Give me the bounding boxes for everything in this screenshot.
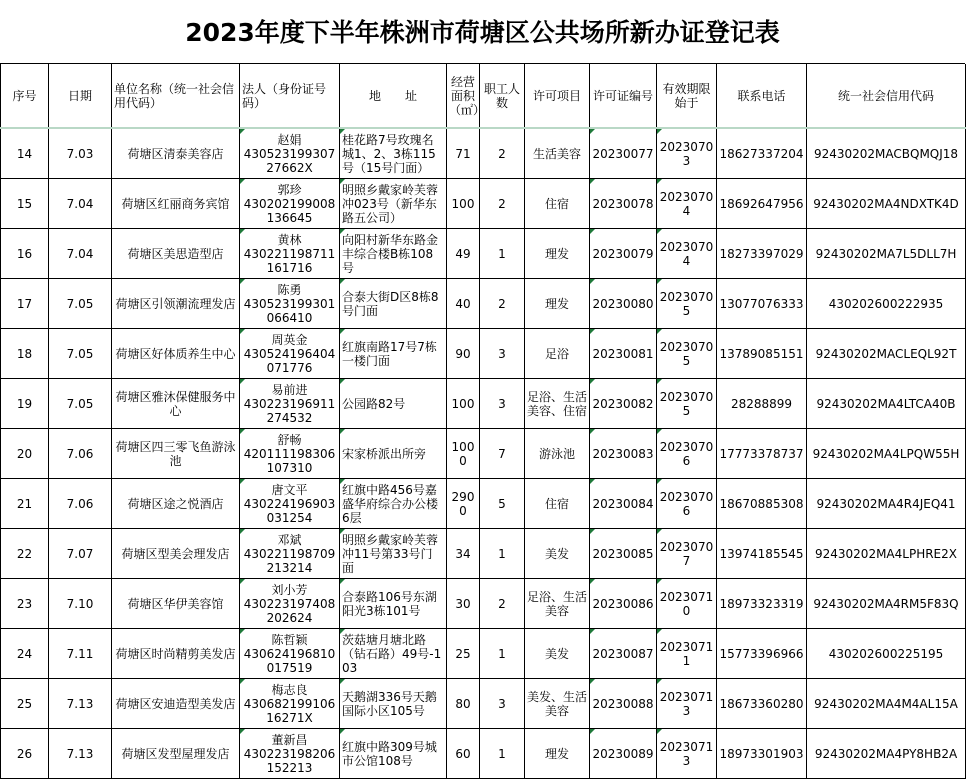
legal-person-name: 舒畅 <box>277 432 302 447</box>
cell-credit-code[interactable]: 92430202MA4RM5F83Q <box>807 579 966 629</box>
cell-unit-name[interactable]: 荷塘区红丽商务宾馆 <box>112 179 240 229</box>
cell-date[interactable]: 7.05 <box>49 279 112 329</box>
table-row <box>1 279 966 329</box>
cell-area[interactable]: 40 <box>447 279 480 329</box>
cell-credit-code[interactable]: 92430202MA4NDXTK4D <box>807 179 966 229</box>
cell-valid-from[interactable]: 20230706 <box>657 479 717 529</box>
cell-permit-item[interactable]: 住宿 <box>525 179 590 229</box>
cell-area[interactable]: 71 <box>447 128 480 179</box>
cell-unit-name[interactable]: 荷塘区时尚精剪美发店 <box>112 629 240 679</box>
cell-permit-number[interactable]: 20230078 <box>590 179 657 229</box>
table-row <box>1 679 966 729</box>
legal-person-name: 郭珍 <box>277 182 302 197</box>
table-body <box>1 128 966 779</box>
cell-date[interactable]: 7.03 <box>49 128 112 179</box>
legal-person-id: 430223196911274532 <box>243 396 336 425</box>
cell-permit-item[interactable]: 足浴、生活美容、住宿 <box>525 379 590 429</box>
cell-seq[interactable]: 15 <box>1 179 49 229</box>
header-unit[interactable]: 单位名称（统一社会信用代码） <box>112 64 240 128</box>
table-row <box>1 128 966 179</box>
cell-date[interactable]: 7.05 <box>49 379 112 429</box>
cell-permit-number[interactable]: 20230079 <box>590 229 657 279</box>
legal-person-id: 430523199307​27662X <box>243 146 336 175</box>
cell-unit-name[interactable]: 荷塘区雅沐保健服务中心 <box>112 379 240 429</box>
cell-date[interactable]: 7.06 <box>49 429 112 479</box>
cell-area[interactable]: 100 <box>447 179 480 229</box>
cell-seq[interactable]: 14 <box>1 128 49 179</box>
cell-credit-code[interactable]: 92430202MA4PY8HB2A <box>807 729 966 779</box>
cell-permit-number[interactable]: 20230089 <box>590 729 657 779</box>
cell-seq[interactable]: 24 <box>1 629 49 679</box>
table-row <box>1 729 966 779</box>
cell-legal-person[interactable] <box>240 429 340 479</box>
cell-valid-from[interactable]: 20230705 <box>657 329 717 379</box>
header-seq[interactable]: 序号 <box>1 64 49 128</box>
cell-credit-code[interactable]: 92430202MACBQMQJ18 <box>807 128 966 179</box>
sheet-title: 2023年度下半年株洲市荷塘区公共场所新办证登记表 <box>0 0 965 64</box>
cell-area[interactable]: 1000 <box>447 429 480 479</box>
header-row <box>1 64 966 128</box>
cell-seq[interactable]: 20 <box>1 429 49 479</box>
cell-phone[interactable]: 13974185545 <box>717 529 807 579</box>
header-staff[interactable]: 职工人数 <box>480 64 525 128</box>
legal-person-id: 430223197408202624 <box>243 596 336 625</box>
cell-date[interactable]: 7.13 <box>49 679 112 729</box>
cell-unit-name[interactable]: 荷塘区华伊美容馆 <box>112 579 240 629</box>
cell-permit-number[interactable]: 20230077 <box>590 128 657 179</box>
cell-staff[interactable]: 1 <box>480 529 525 579</box>
cell-permit-number[interactable]: 20230086 <box>590 579 657 629</box>
cell-legal-person[interactable] <box>240 179 340 229</box>
cell-address[interactable]: 天鹅湖336号天鹅国际小区105号 <box>340 679 447 729</box>
cell-area[interactable]: 2900 <box>447 479 480 529</box>
cell-date[interactable]: 7.04 <box>49 179 112 229</box>
cell-address[interactable]: 桂花路7号玫瑰名城1、2、3栋115号（15号门面） <box>340 128 447 179</box>
cell-address[interactable]: 红旗中路309号城市公馆108号 <box>340 729 447 779</box>
cell-valid-from[interactable]: 20230705 <box>657 379 717 429</box>
header-credit[interactable]: 统一社会信用代码 <box>807 64 966 128</box>
header-area[interactable]: 经营面积（㎡） <box>447 64 480 128</box>
cell-address[interactable]: 合泰路106号东湖阳光3栋101号 <box>340 579 447 629</box>
cell-staff[interactable]: 3 <box>480 679 525 729</box>
cell-permit-number[interactable]: 20230082 <box>590 379 657 429</box>
cell-staff[interactable]: 1 <box>480 729 525 779</box>
table-row <box>1 179 966 229</box>
cell-phone[interactable]: 18973301903 <box>717 729 807 779</box>
cell-credit-code[interactable]: 430202600225195 <box>807 629 966 679</box>
header-valid[interactable]: 有效期限始于 <box>657 64 717 128</box>
cell-date[interactable]: 7.13 <box>49 729 112 779</box>
cell-legal-person[interactable] <box>240 479 340 529</box>
cell-permit-number[interactable]: 20230081 <box>590 329 657 379</box>
cell-seq[interactable]: 25 <box>1 679 49 729</box>
cell-permit-number[interactable]: 20230083 <box>590 429 657 479</box>
cell-unit-name[interactable]: 荷塘区清泰美容店 <box>112 128 240 179</box>
cell-area[interactable]: 100 <box>447 379 480 429</box>
cell-valid-from[interactable]: 20230713 <box>657 729 717 779</box>
cell-address[interactable]: 红旗中路456号嘉盛华府综合办公楼6层 <box>340 479 447 529</box>
cell-seq[interactable]: 19 <box>1 379 49 429</box>
legal-person-id: 420111198306107310 <box>243 446 336 475</box>
cell-phone[interactable]: 13789085151 <box>717 329 807 379</box>
cell-phone[interactable]: 18670885308 <box>717 479 807 529</box>
cell-credit-code[interactable]: 92430202MA4LTCA40B <box>807 379 966 429</box>
cell-staff[interactable]: 1 <box>480 629 525 679</box>
cell-date[interactable]: 7.10 <box>49 579 112 629</box>
cell-phone[interactable]: 18673360280 <box>717 679 807 729</box>
cell-area[interactable]: 80 <box>447 679 480 729</box>
legal-person-name: 陈勇 <box>277 282 302 297</box>
cell-address[interactable]: 向阳村新华东路金丰综合楼B栋108号 <box>340 229 447 279</box>
cell-date[interactable]: 7.11 <box>49 629 112 679</box>
cell-address[interactable]: 明照乡戴家岭芙蓉冲11号第33号门面 <box>340 529 447 579</box>
cell-unit-name[interactable]: 荷塘区安迪造型美发店 <box>112 679 240 729</box>
cell-permit-item[interactable]: 美发 <box>525 629 590 679</box>
cell-legal-person[interactable] <box>240 529 340 579</box>
cell-valid-from[interactable]: 20230705 <box>657 279 717 329</box>
cell-address[interactable]: 明照乡戴家岭芙蓉冲023号（新华东路五公司） <box>340 179 447 229</box>
cell-permit-item[interactable]: 美发 <box>525 529 590 579</box>
cell-date[interactable]: 7.04 <box>49 229 112 279</box>
cell-unit-name[interactable]: 荷塘区好体质养生中心 <box>112 329 240 379</box>
cell-valid-from[interactable]: 20230710 <box>657 579 717 629</box>
cell-seq[interactable]: 17 <box>1 279 49 329</box>
cell-seq[interactable]: 22 <box>1 529 49 579</box>
cell-legal-person[interactable] <box>240 579 340 629</box>
cell-seq[interactable]: 26 <box>1 729 49 779</box>
cell-staff[interactable]: 3 <box>480 379 525 429</box>
cell-valid-from[interactable]: 20230703 <box>657 128 717 179</box>
cell-seq[interactable]: 16 <box>1 229 49 279</box>
cell-permit-item[interactable]: 足浴、生活美容 <box>525 579 590 629</box>
cell-legal-person[interactable] <box>240 329 340 379</box>
cell-address[interactable]: 公园路82号 <box>340 379 447 429</box>
cell-permit-item[interactable]: 理发 <box>525 729 590 779</box>
cell-area[interactable]: 30 <box>447 579 480 629</box>
table-row <box>1 629 966 679</box>
legal-person-name: 刘小芳 <box>271 582 308 597</box>
cell-unit-name[interactable]: 荷塘区型美会理发店 <box>112 529 240 579</box>
cell-credit-code[interactable]: 92430202MACLEQL92T <box>807 329 966 379</box>
cell-credit-code[interactable]: 92430202MA4R4JEQ41 <box>807 479 966 529</box>
cell-date[interactable]: 7.05 <box>49 329 112 379</box>
header-permit[interactable]: 许可证编号 <box>590 64 657 128</box>
cell-area[interactable]: 90 <box>447 329 480 379</box>
legal-person-name: 易前进 <box>271 382 308 397</box>
cell-phone[interactable]: 17773378737 <box>717 429 807 479</box>
cell-credit-code[interactable]: 92430202MA4LPHRE2X <box>807 529 966 579</box>
cell-permit-number[interactable]: 20230080 <box>590 279 657 329</box>
legal-person-id: 430682199106162​71X <box>243 696 336 725</box>
table-row <box>1 479 966 529</box>
cell-valid-from[interactable]: 20230704 <box>657 179 717 229</box>
cell-staff[interactable]: 5 <box>480 479 525 529</box>
cell-phone[interactable]: 18692647956 <box>717 179 807 229</box>
cell-credit-code[interactable]: 92430202MA7L5DLL7H <box>807 229 966 279</box>
legal-person-id: 430523199301066410 <box>243 296 336 325</box>
cell-staff[interactable]: 2 <box>480 128 525 179</box>
cell-permit-item[interactable]: 住宿 <box>525 479 590 529</box>
legal-person-id: 430524196404071776 <box>243 346 336 375</box>
cell-staff[interactable]: 3 <box>480 329 525 379</box>
cell-phone[interactable]: 18973323319 <box>717 579 807 629</box>
cell-address[interactable]: 红旗南路17号7栋一楼门面 <box>340 329 447 379</box>
cell-permit-item[interactable]: 生活美容 <box>525 128 590 179</box>
legal-person-name: 唐文平 <box>271 482 308 497</box>
cell-unit-name[interactable]: 荷塘区四三零飞鱼游泳池 <box>112 429 240 479</box>
legal-person-name: 邓斌 <box>277 532 302 547</box>
cell-legal-person[interactable] <box>240 729 340 779</box>
legal-person-name: 董新昌 <box>271 732 308 747</box>
registration-table <box>0 64 966 779</box>
cell-unit-name[interactable]: 荷塘区发型屋理发店 <box>112 729 240 779</box>
cell-area[interactable]: 25 <box>447 629 480 679</box>
cell-address[interactable]: 合泰大街D区8栋8号门面 <box>340 279 447 329</box>
legal-person-name: 赵娟 <box>277 132 302 147</box>
cell-phone[interactable]: 28288899 <box>717 379 807 429</box>
cell-valid-from[interactable]: 20230713 <box>657 679 717 729</box>
header-legal[interactable]: 法人（身份证号码） <box>240 64 340 128</box>
table-row <box>1 429 966 479</box>
header-date[interactable]: 日期 <box>49 64 112 128</box>
cell-area[interactable]: 60 <box>447 729 480 779</box>
cell-staff[interactable]: 7 <box>480 429 525 479</box>
cell-permit-item[interactable]: 理发 <box>525 279 590 329</box>
cell-date[interactable]: 7.06 <box>49 479 112 529</box>
cell-legal-person[interactable] <box>240 128 340 179</box>
table-row <box>1 579 966 629</box>
cell-legal-person[interactable] <box>240 229 340 279</box>
cell-permit-number[interactable]: 20230084 <box>590 479 657 529</box>
cell-permit-number[interactable]: 20230085 <box>590 529 657 579</box>
legal-person-id: 430624196810017519 <box>243 646 336 675</box>
legal-person-name: 梅志良 <box>271 682 308 697</box>
cell-credit-code[interactable]: 430202600222935 <box>807 279 966 329</box>
legal-person-id: 430221198711161716 <box>243 246 336 275</box>
table-row <box>1 329 966 379</box>
cell-permit-item[interactable]: 理发 <box>525 229 590 279</box>
cell-area[interactable]: 34 <box>447 529 480 579</box>
cell-permit-item[interactable]: 游泳池 <box>525 429 590 479</box>
table-row <box>1 229 966 279</box>
cell-phone[interactable]: 18273397029 <box>717 229 807 279</box>
cell-phone[interactable]: 18627337204 <box>717 128 807 179</box>
cell-seq[interactable]: 21 <box>1 479 49 529</box>
cell-phone[interactable]: 15773396966 <box>717 629 807 679</box>
cell-valid-from[interactable]: 20230707 <box>657 529 717 579</box>
cell-permit-item[interactable]: 美发、生活美容 <box>525 679 590 729</box>
cell-address[interactable]: 宋家桥派出所旁 <box>340 429 447 479</box>
legal-person-name: 黄林 <box>277 232 302 247</box>
legal-person-id: 430221198709213214 <box>243 546 336 575</box>
cell-staff[interactable]: 1 <box>480 229 525 279</box>
cell-valid-from[interactable]: 20230704 <box>657 229 717 279</box>
cell-staff[interactable]: 2 <box>480 579 525 629</box>
cell-legal-person[interactable] <box>240 629 340 679</box>
legal-person-name: 陈哲颖 <box>271 632 308 647</box>
cell-legal-person[interactable] <box>240 279 340 329</box>
legal-person-id: 430223198206152213 <box>243 746 336 775</box>
cell-seq[interactable]: 18 <box>1 329 49 379</box>
cell-unit-name[interactable]: 荷塘区引领潮流理发店 <box>112 279 240 329</box>
header-phone[interactable]: 联系电话 <box>717 64 807 128</box>
cell-credit-code[interactable]: 92430202MA4M4AL15A <box>807 679 966 729</box>
cell-phone[interactable]: 13077076333 <box>717 279 807 329</box>
table-row <box>1 529 966 579</box>
cell-staff[interactable]: 2 <box>480 179 525 229</box>
cell-credit-code[interactable]: 92430202MA4LPQW55H <box>807 429 966 479</box>
cell-permit-number[interactable]: 20230088 <box>590 679 657 729</box>
cell-date[interactable]: 7.07 <box>49 529 112 579</box>
cell-staff[interactable]: 2 <box>480 279 525 329</box>
cell-permit-item[interactable]: 足浴 <box>525 329 590 379</box>
legal-person-id: 430202199008136645 <box>243 196 336 225</box>
cell-legal-person[interactable] <box>240 379 340 429</box>
cell-unit-name[interactable]: 荷塘区途之悦酒店 <box>112 479 240 529</box>
cell-legal-person[interactable] <box>240 679 340 729</box>
header-item[interactable]: 许可项目 <box>525 64 590 128</box>
cell-address[interactable]: 茨菇塘月塘北路（钻石路）49号-103 <box>340 629 447 679</box>
header-address[interactable]: 地 址 <box>340 64 447 128</box>
cell-area[interactable]: 49 <box>447 229 480 279</box>
table-row <box>1 379 966 429</box>
cell-valid-from[interactable]: 20230711 <box>657 629 717 679</box>
cell-permit-number[interactable]: 20230087 <box>590 629 657 679</box>
legal-person-name: 周英金 <box>271 332 308 347</box>
legal-person-id: 430224196903031254 <box>243 496 336 525</box>
cell-unit-name[interactable]: 荷塘区美思造型店 <box>112 229 240 279</box>
cell-seq[interactable]: 23 <box>1 579 49 629</box>
cell-valid-from[interactable]: 20230706 <box>657 429 717 479</box>
